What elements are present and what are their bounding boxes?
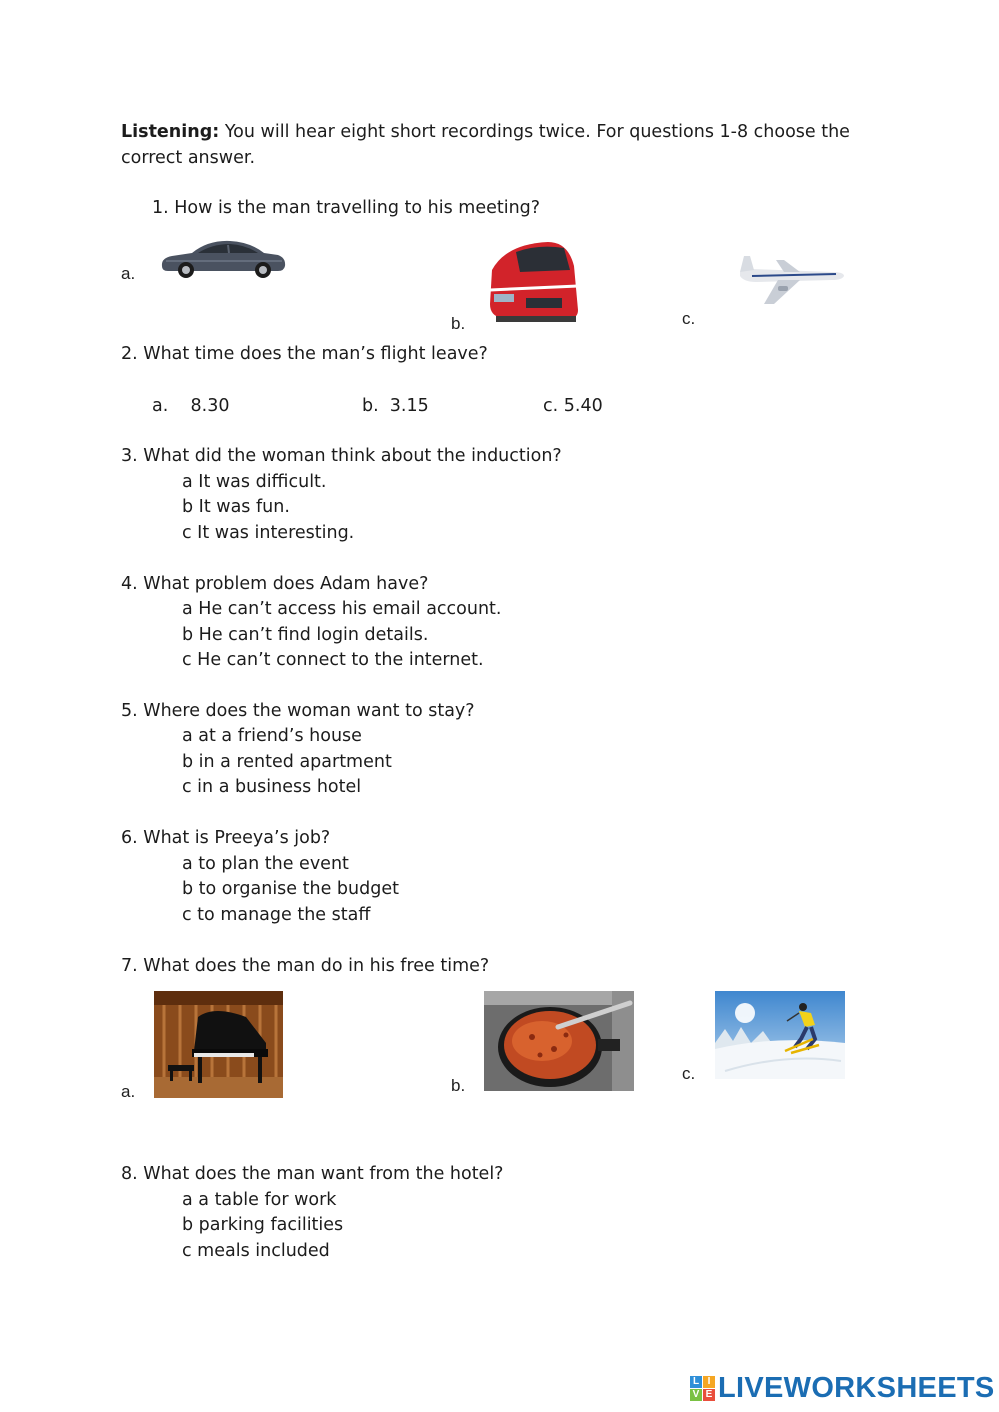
car-icon[interactable] [158,236,288,280]
instructions-label: Listening: [121,122,220,142]
q5-option-c[interactable]: c in a business hotel [182,777,362,797]
q2-option-a[interactable]: a. 8.30 [152,396,230,416]
cooking-pot-photo[interactable] [484,991,634,1091]
question-3: 3. What did the woman think about the induction? [121,446,562,466]
q4-option-a[interactable]: a He can’t access his email account. [182,599,502,619]
q3-option-a[interactable]: a It was difficult. [182,472,327,492]
q7-option-c-label[interactable]: c. [682,1064,696,1083]
q8-option-b[interactable]: b parking facilities [182,1215,344,1235]
question-7: 7. What does the man do in his free time? [121,956,490,976]
q5-option-a[interactable]: a at a friend’s house [182,726,362,746]
q6-option-a[interactable]: a to plan the event [182,854,349,874]
logo-mark-icon: L I V E [690,1376,715,1401]
instructions [121,120,861,171]
q6-option-c[interactable]: c to manage the staff [182,905,371,925]
airplane-icon[interactable] [738,252,846,306]
q3-option-c[interactable]: c It was interesting. [182,523,355,543]
q5-option-b[interactable]: b in a rented apartment [182,752,392,772]
instructions-text: You will hear eight short recordings twice. For questions 1-8 choose the correct answer. [121,122,850,168]
question-4: 4. What problem does Adam have? [121,574,429,594]
skiing-photo[interactable] [715,991,845,1079]
q1-option-a-label[interactable]: a. [121,264,136,283]
q6-option-b[interactable]: b to organise the budget [182,879,399,899]
q2-option-b[interactable]: b. 3.15 [362,396,429,416]
q4-option-b[interactable]: b He can’t find login details. [182,625,429,645]
question-2: 2. What time does the man’s flight leave? [121,344,488,364]
q1-option-b-label[interactable]: b. [451,314,466,333]
q7-option-a-label[interactable]: a. [121,1082,136,1101]
piano-photo[interactable] [154,991,283,1098]
q3-option-b[interactable]: b It was fun. [182,497,290,517]
question-1: 1. How is the man travelling to his meeting? [152,198,541,218]
question-5: 5. Where does the woman want to stay? [121,701,475,721]
q4-option-c[interactable]: c He can’t connect to the internet. [182,650,484,670]
q8-option-c[interactable]: c meals included [182,1241,330,1261]
q7-option-b-label[interactable]: b. [451,1076,466,1095]
q8-option-a[interactable]: a a table for work [182,1190,337,1210]
q1-option-c-label[interactable]: c. [682,309,696,328]
liveworksheets-logo[interactable] [690,1372,995,1404]
train-icon[interactable] [486,240,580,324]
question-6: 6. What is Preeya’s job? [121,828,331,848]
q2-option-c[interactable]: c. 5.40 [543,396,603,416]
question-8: 8. What does the man want from the hotel? [121,1164,504,1184]
logo-text: LIVEWORKSHEETS [718,1371,995,1404]
